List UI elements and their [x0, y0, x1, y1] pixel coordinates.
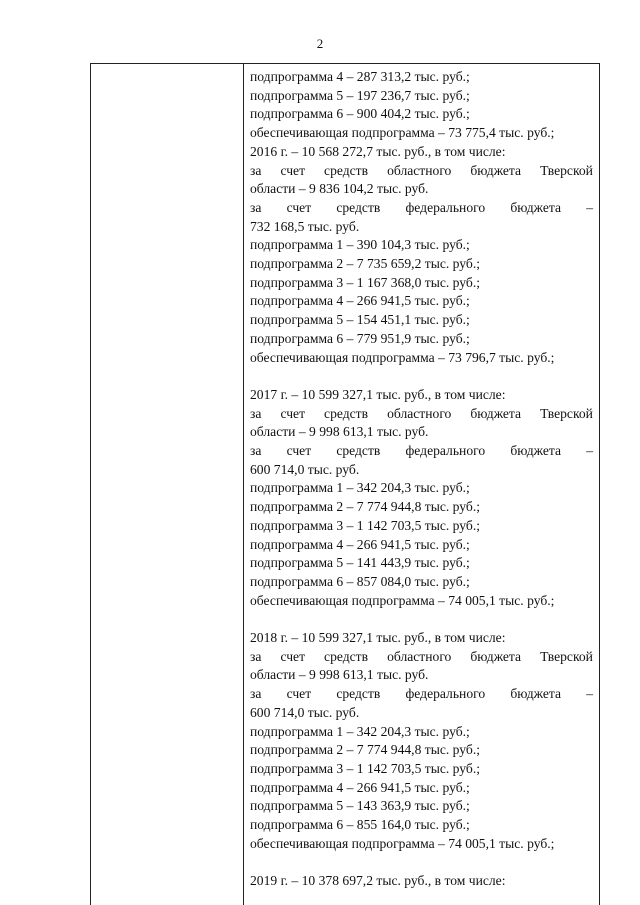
text-line: 600 714,0 тыс. руб.	[250, 704, 360, 720]
text-line: подпрограмма 3 – 1 142 703,5 тыс. руб.;	[250, 760, 481, 776]
text-line: 2018 г. – 10 599 327,1 тыс. руб., в том числе:	[250, 630, 506, 646]
text-word: средств	[324, 648, 369, 664]
text-word: бюджета	[510, 199, 562, 215]
text-word: счет	[286, 443, 312, 459]
text-word: средств	[336, 686, 381, 702]
text-line: подпрограмма 5 – 141 443,9 тыс. руб.;	[250, 555, 470, 571]
text-word: за	[250, 648, 262, 664]
text-line: подпрограмма 6 – 855 164,0 тыс. руб.;	[250, 817, 470, 833]
text-word: федерального	[405, 199, 486, 215]
text-line: подпрограмма 4 – 266 941,5 тыс. руб.;	[250, 293, 470, 309]
text-line: подпрограмма 2 – 7 774 944,8 тыс. руб.;	[250, 742, 481, 758]
text-line	[250, 162, 593, 181]
text-line	[250, 442, 593, 461]
text-line	[250, 648, 593, 667]
text-line: обеспечивающая подпрограмма – 73 796,7 тыс. руб.;	[250, 349, 555, 365]
table-right-cell	[244, 64, 599, 891]
text-line: обеспечивающая подпрограмма – 74 005,1 тыс. руб.;	[250, 592, 555, 608]
text-line: 732 168,5 тыс. руб.	[250, 218, 360, 234]
text-line: подпрограмма 3 – 1 142 703,5 тыс. руб.;	[250, 517, 481, 533]
text-line: подпрограмма 4 – 266 941,5 тыс. руб.;	[250, 779, 470, 795]
text-word: –	[586, 443, 593, 459]
text-word: бюджета	[470, 648, 522, 664]
text-line: подпрограмма 6 – 857 084,0 тыс. руб.;	[250, 573, 470, 589]
text-word: областного	[387, 405, 452, 421]
text-word: за	[250, 443, 262, 459]
text-line: подпрограмма 2 – 7 735 659,2 тыс. руб.;	[250, 256, 481, 272]
text-line: 2017 г. – 10 599 327,1 тыс. руб., в том числе:	[250, 386, 506, 402]
text-word: областного	[387, 162, 452, 178]
text-word: средств	[324, 405, 369, 421]
text-line: 2016 г. – 10 568 272,7 тыс. руб., в том числе:	[250, 143, 506, 159]
text-word: областного	[387, 648, 452, 664]
text-line: подпрограмма 2 – 7 774 944,8 тыс. руб.;	[250, 499, 481, 515]
text-word: бюджета	[470, 405, 522, 421]
text-word: Тверской	[540, 162, 593, 178]
text-word: средств	[324, 162, 369, 178]
text-line: обеспечивающая подпрограмма – 73 775,4 тыс. руб.;	[250, 125, 555, 141]
text-line: подпрограмма 6 – 779 951,9 тыс. руб.;	[250, 330, 470, 346]
text-line: 2019 г. – 10 378 697,2 тыс. руб., в том числе:	[250, 873, 506, 889]
text-word: средств	[336, 443, 381, 459]
text-word: –	[586, 686, 593, 702]
text-line: обеспечивающая подпрограмма – 74 005,1 тыс. руб.;	[250, 835, 555, 851]
text-line: подпрограмма 5 – 197 236,7 тыс. руб.;	[250, 87, 470, 103]
paragraph-gap	[250, 854, 593, 873]
text-word: счет	[280, 405, 306, 421]
paragraph-gap	[250, 610, 593, 629]
text-word: бюджета	[470, 162, 522, 178]
funding-table	[90, 63, 600, 905]
text-word: средств	[336, 199, 381, 215]
text-word: Тверской	[540, 405, 593, 421]
text-word: –	[586, 199, 593, 215]
text-word: за	[250, 686, 262, 702]
text-line: подпрограмма 6 – 900 404,2 тыс. руб.;	[250, 106, 470, 122]
text-word: бюджета	[510, 686, 562, 702]
text-line: области – 9 836 104,2 тыс. руб.	[250, 181, 429, 197]
text-word: федерального	[405, 686, 486, 702]
text-word: счет	[286, 686, 312, 702]
page-number: 2	[316, 36, 324, 51]
text-word: за	[250, 199, 262, 215]
text-line: 600 714,0 тыс. руб.	[250, 461, 360, 477]
text-word: за	[250, 405, 262, 421]
text-line	[250, 685, 593, 704]
text-word: счет	[280, 648, 306, 664]
text-line: подпрограмма 4 – 266 941,5 тыс. руб.;	[250, 536, 470, 552]
text-line	[250, 405, 593, 424]
text-line: подпрограмма 1 – 342 204,3 тыс. руб.;	[250, 480, 470, 496]
text-word: счет	[280, 162, 306, 178]
text-line: области – 9 998 613,1 тыс. руб.	[250, 424, 429, 440]
table-left-cell	[91, 64, 244, 905]
text-line: подпрограмма 1 – 342 204,3 тыс. руб.;	[250, 723, 470, 739]
text-word: за	[250, 162, 262, 178]
text-line: подпрограмма 5 – 154 451,1 тыс. руб.;	[250, 312, 470, 328]
text-word: Тверской	[540, 648, 593, 664]
paragraph-gap	[250, 367, 593, 386]
text-line: области – 9 998 613,1 тыс. руб.	[250, 667, 429, 683]
text-line	[250, 199, 593, 218]
text-word: федерального	[405, 443, 486, 459]
text-line: подпрограмма 4 – 287 313,2 тыс. руб.;	[250, 69, 470, 84]
text-word: бюджета	[510, 443, 562, 459]
text-word: счет	[286, 199, 312, 215]
text-line: подпрограмма 5 – 143 363,9 тыс. руб.;	[250, 798, 470, 814]
text-line: подпрограмма 1 – 390 104,3 тыс. руб.;	[250, 237, 470, 253]
text-line: подпрограмма 3 – 1 167 368,0 тыс. руб.;	[250, 274, 481, 290]
